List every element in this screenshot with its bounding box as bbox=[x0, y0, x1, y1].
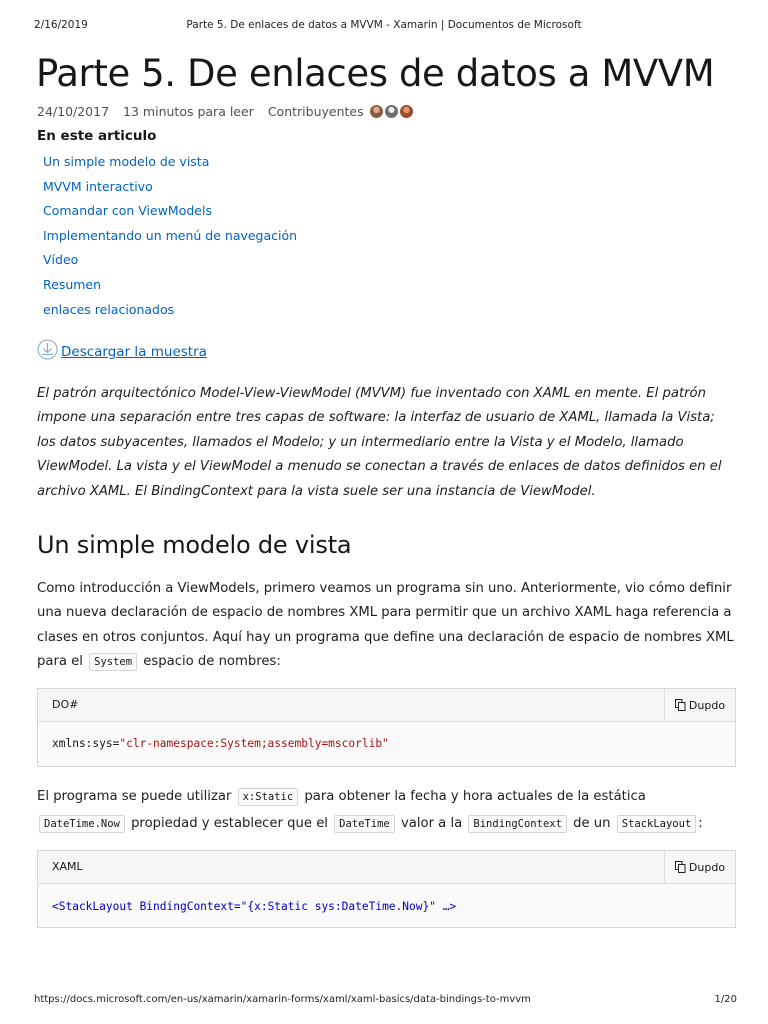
avatar[interactable] bbox=[385, 105, 398, 118]
paragraph-text: para obtener la fecha y hora actuales de la estática bbox=[304, 789, 646, 804]
download-label: Descargar la muestra bbox=[61, 344, 207, 360]
paragraph-text: propiedad y establecer que el bbox=[131, 815, 328, 831]
code-language-label: XAML bbox=[52, 860, 83, 873]
inline-code: StackLayout bbox=[617, 815, 697, 833]
code-content bbox=[38, 722, 735, 766]
page-title: Parte 5. De enlaces de datos a MVVM bbox=[36, 52, 715, 95]
paragraph-text: El programa se puede utilizar bbox=[37, 789, 232, 804]
contributors-label: Contribuyentes bbox=[267, 104, 364, 119]
paragraph-text: : bbox=[698, 815, 703, 831]
toc-link[interactable]: Resumen bbox=[43, 276, 102, 292]
intro-paragraph: El patrón arquitectónico Model-View-ViewModel (MVVM) fue inventado con XAML en mente. El patrón impone una separación entre tres capas de software: la interfaz de usuario de XAML, llamada la Vista; los datos subyacentes, llamados el Modelo; y un intermediario entre la Vista y el Modelo, llamado ViewModel. La vista y el ViewModel a menudo se conectan a través de enlaces de datos definidos en el archivo XAML. El BindingContext para la vista suele ser una instancia de ViewModel. bbox=[37, 386, 722, 499]
copy-label: Dupdo bbox=[688, 860, 726, 874]
toc-link[interactable]: Vídeo bbox=[43, 252, 79, 268]
inline-code: DateTime bbox=[334, 815, 395, 833]
print-header bbox=[0, 19, 768, 33]
code-operator: = bbox=[112, 737, 120, 750]
inline-code: System bbox=[89, 653, 137, 671]
inline-code: BindingContext bbox=[468, 815, 567, 833]
paragraph-text: de un bbox=[573, 815, 611, 831]
toc-link[interactable]: Implementando un menú de navegación bbox=[43, 227, 298, 243]
article-meta bbox=[37, 104, 415, 119]
code-block bbox=[37, 688, 736, 767]
code-attribute: BindingContext bbox=[132, 900, 234, 913]
inline-code: x:Static bbox=[238, 788, 299, 806]
download-icon bbox=[37, 339, 58, 360]
paragraph-text: Como introducción a ViewModels, primero veamos un programa sin uno. Anteriormente, vio cómo definir una nueva declaración de espacio de nombres XML para permitir que un archivo XAML haga referencia a clases en otros conjuntos. Aquí hay un programa que define una declaración de espacio de nombres XML para el bbox=[37, 581, 734, 670]
toc-link[interactable]: MVVM interactivo bbox=[43, 178, 153, 194]
print-date: 2/16/2019 bbox=[34, 19, 88, 31]
page-number: 1/20 bbox=[714, 994, 737, 1005]
toc-link[interactable]: enlaces relacionados bbox=[43, 301, 175, 317]
copy-icon bbox=[675, 861, 686, 873]
code-tag: <StackLayout bbox=[52, 900, 133, 913]
avatar[interactable] bbox=[370, 105, 383, 118]
code-attribute: xmlns:sys bbox=[52, 737, 113, 750]
code-block bbox=[37, 850, 736, 928]
code-tail: …> bbox=[435, 900, 457, 913]
code-block-header bbox=[38, 689, 735, 722]
toc-link[interactable]: Comandar con ViewModels bbox=[43, 203, 212, 219]
section-heading: Un simple modelo de vista bbox=[37, 531, 352, 559]
code-block-header bbox=[38, 851, 735, 884]
paragraph-text: valor a la bbox=[400, 815, 463, 831]
paragraph-text: espacio de nombres: bbox=[143, 654, 281, 670]
print-url: https://docs.microsoft.com/en-us/xamarin/xamarin-forms/xaml/xaml-basics/data-bindings-to-mvvm bbox=[34, 994, 531, 1005]
copy-button[interactable] bbox=[664, 851, 735, 883]
contributor-avatars bbox=[370, 105, 415, 118]
article-date: 24/10/2017 bbox=[37, 104, 110, 119]
download-sample-link[interactable] bbox=[37, 339, 207, 360]
body-paragraph bbox=[37, 784, 737, 837]
read-time: 13 minutos para leer bbox=[123, 104, 254, 119]
inline-code: DateTime.Now bbox=[39, 815, 125, 833]
copy-icon bbox=[675, 699, 686, 711]
copy-button[interactable] bbox=[664, 689, 735, 721]
code-operator: = bbox=[233, 900, 241, 913]
toc-list bbox=[43, 154, 297, 326]
code-string: "clr-namespace:System;assembly=mscorlib" bbox=[119, 737, 389, 750]
toc-link[interactable]: Un simple modelo de vista bbox=[43, 154, 210, 169]
toc-heading: En este articulo bbox=[37, 128, 157, 144]
avatar[interactable] bbox=[400, 105, 413, 118]
code-string: "{x:Static sys:DateTime.Now}" bbox=[240, 900, 436, 913]
body-paragraph bbox=[37, 577, 737, 675]
print-document-title: Parte 5. De enlaces de datos a MVVM - Xamarin | Documentos de Microsoft bbox=[186, 19, 582, 31]
copy-label: Dupdo bbox=[688, 698, 726, 712]
code-content bbox=[38, 884, 735, 930]
code-language-label: DO# bbox=[52, 698, 79, 711]
